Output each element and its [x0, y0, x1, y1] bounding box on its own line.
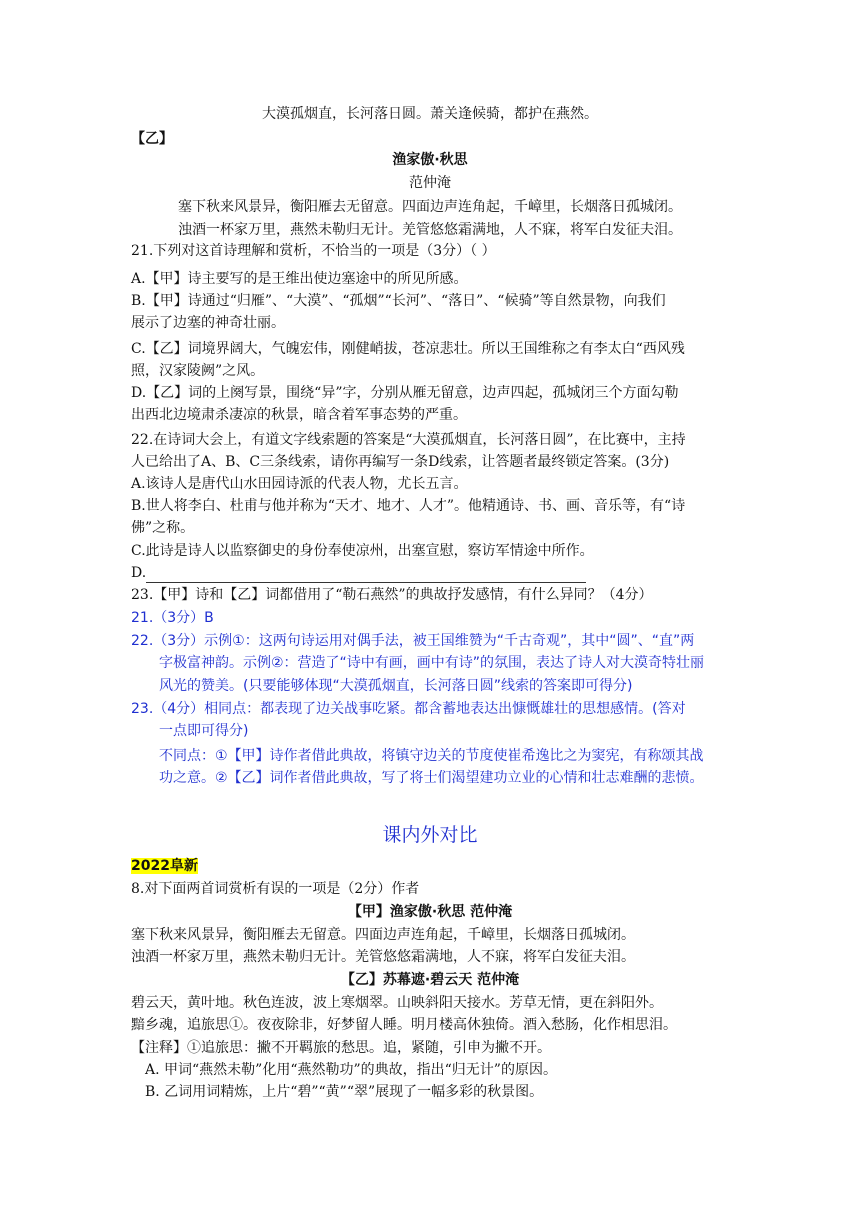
question-21-option-a: A.【甲】诗主要写的是王维出使边塞途中的所见所感。 [131, 271, 468, 287]
question-21-stem: 21.下列对这首诗理解和赏析，不恰当的一项是（3分）（ ） [131, 243, 496, 259]
question-22-clue-d-label: D. [131, 565, 147, 581]
question-22-clue-b-line-2: 佛”之称。 [131, 520, 195, 536]
question-22-clue-c: C.此诗是诗人以监察御史的身份奉使凉州，出塞宣慰，察访军情途中所作。 [131, 543, 594, 559]
poem-jia-last-line: 大漠孤烟直，长河落日圆。萧关逢候骑，都护在燕然。 [262, 106, 598, 122]
question-22-stem-line-1: 22.在诗词大会上，有道文字线索题的答案是“大漠孤烟直，长河落日圆”，在比赛中，主持 [131, 432, 686, 448]
section-title: 课内外对比 [382, 824, 478, 846]
question-21-option-b-line-2: 展示了边塞的神奇壮丽。 [131, 315, 285, 331]
question-21-option-b-line-1: B.【甲】诗通过“归雁”、“大漠”、“孤烟”“长河”、“落日”、“候骑”等自然景物，向我们 [131, 293, 666, 309]
question-23-stem: 23.【甲】诗和【乙】词都借用了“勒石燕然”的典故抒发感情，有什么异同？（4分） [131, 587, 653, 603]
answer-23-line-4: 功之意。②【乙】词作者借此典故，写了将士们渴望建功立业的心情和壮志难酬的悲愤。 [159, 770, 704, 786]
question-8-option-b: B. 乙词用词精炼，上片“碧”“黄”“翠”展现了一幅多彩的秋景图。 [145, 1084, 544, 1100]
answer-21: 21.（3分）B [131, 610, 214, 626]
poem-b-title: 【乙】苏幕遮·碧云天 范仲淹 [340, 972, 520, 988]
answer-23-line-2: 一点即可得分) [159, 723, 249, 739]
section-label-yi: 【乙】 [131, 131, 173, 147]
question-8-option-a: A. 甲词“燕然未勒”化用“燕然勒功”的典故，指出“归无计”的原因。 [145, 1062, 557, 1078]
poem-yi-author: 范仲淹 [409, 175, 451, 191]
question-8-stem: 8.对下面两首词赏析有误的一项是（2分）作者 [131, 881, 420, 897]
question-22-clue-a: A.该诗人是唐代山水田园诗派的代表人物，尤长五言。 [131, 476, 468, 492]
poem-a-title: 【甲】渔家傲·秋思 范仲淹 [347, 904, 513, 920]
question-22-stem-line-2: 人已给出了A、B、C三条线索，请你再编写一条D线索，让答题者最终锁定答案。(3分) [131, 454, 670, 470]
poem-b-line-1: 碧云天，黄叶地。秋色连波，波上寒烟翠。山映斜阳天接水。芳草无情，更在斜阳外。 [131, 995, 663, 1011]
poem-a-line-2: 浊酒一杯家万里，燕然未勒归无计。羌管悠悠霜满地，人不寐，将军白发征夫泪。 [131, 949, 635, 965]
answer-22-line-1: 22.（3分）示例①：这两句诗运用对偶手法，被王国维赞为“千古奇观”，其中“圆”、“直”两 [131, 633, 695, 649]
answer-blank [146, 568, 586, 583]
source-tag-line [131, 856, 771, 876]
answer-22-line-2: 字极富神韵。示例②：营造了“诗中有画，画中有诗”的氛围，表达了诗人对大漠奇特壮丽 [159, 655, 705, 671]
question-22-clue-b-line-1: B.世人将李白、杜甫与他并称为“天才、地才、人才”。他精通诗、书、画、音乐等，有“诗 [131, 498, 686, 514]
poem-b-line-2: 黯乡魂，追旅思①。夜夜除非，好梦留人睡。明月楼高休独倚。酒入愁肠，化作相思泪。 [131, 1017, 677, 1033]
question-22-clue-d [131, 563, 771, 583]
source-tag: 2022阜新 [131, 858, 198, 874]
question-21-option-c-line-2: 照，汉家陵阙”之风。 [131, 363, 265, 379]
question-21-option-d-line-2: 出西北边境肃杀凄凉的秋景，暗含着军事态势的严重。 [131, 407, 467, 423]
question-21-option-c-line-1: C.【乙】词境界阔大，气魄宏伟，刚健峭拔，苍凉悲壮。所以王国维称之有李太白“西风残 [131, 341, 685, 357]
poem-b-note: 【注释】①追旅思：撇不开羁旅的愁思。追，紧随，引申为撇不开。 [131, 1040, 551, 1056]
poem-yi-line-1: 塞下秋来风景异，衡阳雁去无留意。四面边声连角起，千嶂里，长烟落日孤城闭。 [178, 199, 682, 215]
answer-22-line-3: 风光的赞美。(只要能够体现“大漠孤烟直，长河落日圆”线索的答案即可得分) [159, 678, 633, 694]
answer-23-line-3: 不同点：①【甲】诗作者借此典故，将镇守边关的节度使崔希逸比之为窦宪，有称颂其战 [159, 748, 704, 764]
answer-23-line-1: 23.（4分）相同点：都表现了边关战事吃紧。都含蓄地表达出慷慨雄壮的思想感情。(答对 [131, 701, 686, 717]
poem-a-line-1: 塞下秋来风景异，衡阳雁去无留意。四面边声连角起，千嶂里，长烟落日孤城闭。 [131, 927, 635, 943]
poem-yi-title: 渔家傲·秋思 [392, 152, 468, 168]
question-21-option-d-line-1: D.【乙】词的上阕写景，围绕“异”字，分别从雁无留意，边声四起，孤城闭三个方面勾勒 [131, 385, 679, 401]
poem-yi-line-2: 浊酒一杯家万里，燕然未勒归无计。羌管悠悠霜满地，人不寐，将军白发征夫泪。 [178, 222, 682, 238]
